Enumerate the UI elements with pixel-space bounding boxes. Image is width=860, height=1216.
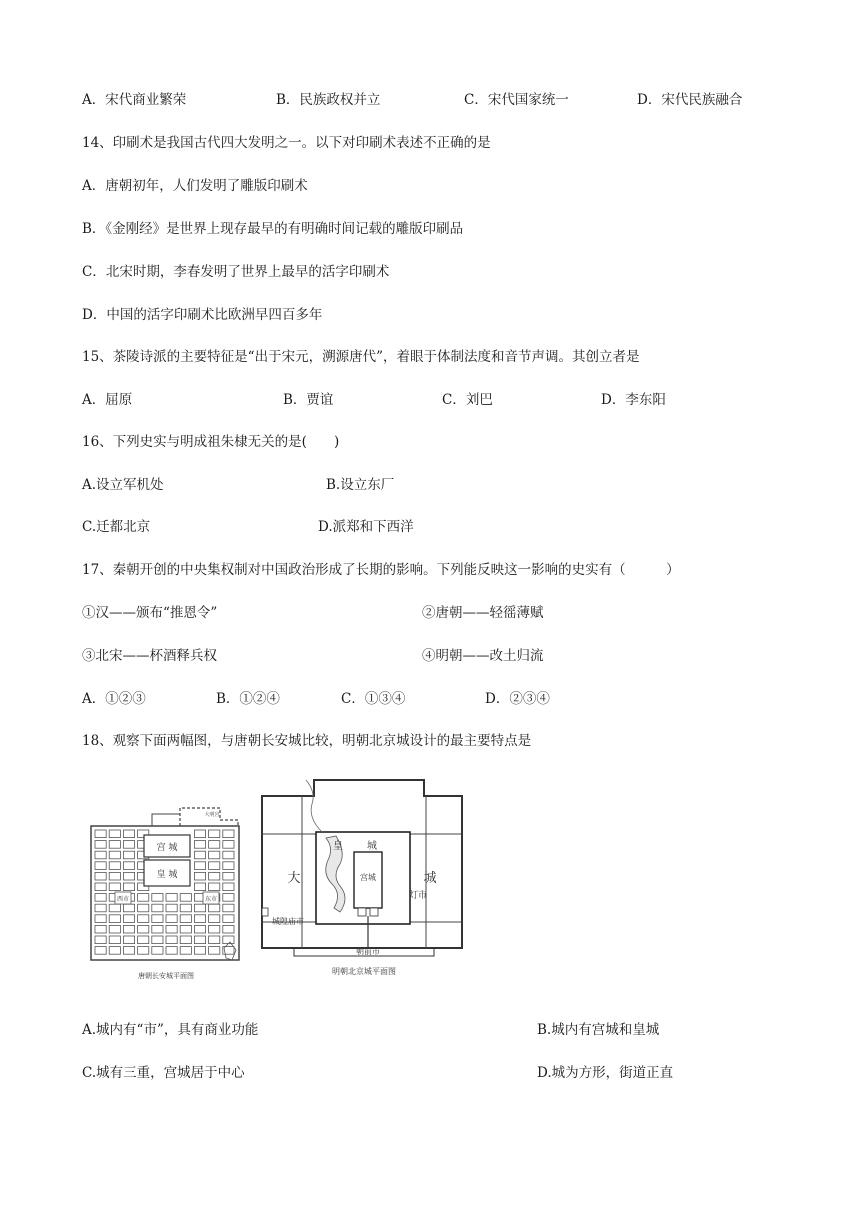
q18-option-b: B.城内有宫城和皇城 [537, 1022, 660, 1038]
changan-ward-block [152, 904, 163, 912]
changan-ward-block [109, 947, 120, 955]
changan-ward-block [194, 936, 205, 944]
changan-ward-block [166, 904, 177, 912]
q16-option-a: A.设立军机处 [82, 477, 164, 493]
changan-ward-block [209, 936, 220, 944]
q15-option-b: B．贾谊 [283, 392, 334, 408]
changan-ward-block [138, 936, 149, 944]
changan-label-west-market: 西市 [116, 896, 130, 903]
changan-ward-block [209, 883, 220, 891]
changan-ward-block [152, 915, 163, 923]
changan-ward-block [95, 894, 106, 902]
changan-ward-block [223, 830, 234, 838]
q15-option-a: A．屈原 [82, 392, 133, 408]
changan-ward-block [123, 915, 134, 923]
changan-city-map [88, 798, 248, 982]
beijing-label-chaoqian: 朝前市 [356, 947, 380, 956]
changan-ward-block [223, 925, 234, 933]
q14-option-c: C．北宋时期，李春发明了世界上最早的活字印刷术 [82, 264, 390, 280]
changan-ward-block [152, 936, 163, 944]
changan-ward-block [223, 851, 234, 859]
q18-option-c: C.城有三重，宫城居于中心 [82, 1065, 245, 1081]
q17-option-c: C．①③④ [341, 691, 406, 707]
changan-ward-block [95, 851, 106, 859]
changan-label-imperial: 皇 城 [156, 870, 178, 880]
changan-ward-block [194, 841, 205, 849]
changan-ward-block [123, 841, 134, 849]
changan-ward-block [194, 947, 205, 955]
changan-ward-block [223, 936, 234, 944]
beijing-label-chenghuang: 城隍庙市 [272, 917, 304, 926]
q17-option-b: B．①②④ [216, 691, 280, 707]
q17-item-2: ②唐朝——轻徭薄赋 [422, 605, 544, 621]
changan-ward-block [166, 894, 177, 902]
changan-ward-block [95, 872, 106, 880]
changan-ward-block [223, 872, 234, 880]
q13-option-a: A．宋代商业繁荣 [82, 92, 187, 108]
changan-ward-block [109, 872, 120, 880]
changan-ward-block [109, 851, 120, 859]
q17-option-d: D．②③④ [485, 691, 550, 707]
changan-ward-block [109, 830, 120, 838]
changan-ward-block [109, 862, 120, 870]
changan-ward-block [166, 936, 177, 944]
q17-item-3: ③北宋——杯酒释兵权 [82, 648, 217, 664]
beijing-caption: 明朝北京城平面图 [332, 967, 396, 976]
changan-ward-block [223, 904, 234, 912]
changan-ward-block [180, 936, 191, 944]
q13-option-d: D．宋代民族融合 [637, 92, 743, 108]
q17-item-1: ①汉——颁布“推恩令” [82, 605, 218, 621]
changan-ward-block [95, 841, 106, 849]
changan-ward-block [123, 947, 134, 955]
changan-label-palace: 宫 城 [156, 843, 178, 853]
q14-stem: 14、印刷术是我国古代四大发明之一。以下对印刷术表述不正确的是 [82, 135, 491, 151]
changan-ward-block [209, 841, 220, 849]
changan-ward-block [194, 872, 205, 880]
changan-ward-block [209, 904, 220, 912]
changan-ward-block [166, 947, 177, 955]
q16-option-c: C.迁都北京 [82, 519, 151, 535]
changan-ward-block [194, 883, 205, 891]
changan-ward-block [95, 925, 106, 933]
changan-ward-block [223, 841, 234, 849]
changan-ward-block [194, 862, 205, 870]
changan-ward-block [180, 947, 191, 955]
q16-stem: 16、下列史实与明成祖朱棣无关的是( ) [82, 434, 340, 450]
changan-ward-block [166, 915, 177, 923]
changan-ward-block [180, 915, 191, 923]
changan-ward-block [138, 915, 149, 923]
changan-ward-block [109, 904, 120, 912]
changan-ward-block [166, 925, 177, 933]
q15-option-d: D．李东阳 [601, 392, 666, 408]
q16-option-d: D.派郑和下西洋 [318, 519, 414, 535]
beijing-label-cheng-1: 城 [367, 841, 377, 852]
changan-ward-block [95, 915, 106, 923]
changan-ward-block [209, 851, 220, 859]
changan-ward-block [194, 925, 205, 933]
changan-caption: 唐朝长安城平面图 [138, 972, 194, 980]
changan-ward-block [109, 925, 120, 933]
q17-option-a: A．①②③ [82, 691, 146, 707]
q15-option-c: C．刘巴 [442, 392, 493, 408]
q18-option-d: D.城为方形，街道正直 [537, 1065, 674, 1081]
q18-stem: 18、观察下面两幅图，与唐朝长安城比较，明朝北京城设计的最主要特点是 [82, 733, 532, 749]
changan-ward-block [123, 904, 134, 912]
changan-label-east-market: 东市 [204, 896, 218, 903]
changan-ward-block [152, 894, 163, 902]
q18-option-a: A.城内有“市”，具有商业功能 [82, 1022, 259, 1038]
beijing-label-palace: 宫城 [360, 873, 376, 882]
changan-ward-block [209, 872, 220, 880]
changan-ward-block [138, 904, 149, 912]
changan-ward-block [209, 830, 220, 838]
changan-ward-block [209, 862, 220, 870]
changan-ward-block [138, 894, 149, 902]
changan-ward-block [223, 915, 234, 923]
changan-ward-block [123, 872, 134, 880]
beijing-label-da: 大 [287, 871, 301, 886]
changan-ward-block [123, 851, 134, 859]
changan-ward-block [209, 925, 220, 933]
q14-option-d: D．中国的活字印刷术比欧洲早四百多年 [82, 307, 323, 323]
changan-ward-block [109, 841, 120, 849]
beijing-label-cheng-2: 城 [423, 871, 437, 886]
q13-option-c: C．宋代国家统一 [464, 92, 569, 108]
changan-ward-block [223, 862, 234, 870]
changan-ward-block [95, 830, 106, 838]
changan-ward-block [123, 862, 134, 870]
changan-ward-block [123, 830, 134, 838]
q17-item-4: ④明朝——改土归流 [422, 648, 544, 664]
changan-ward-block [194, 904, 205, 912]
changan-ward-block [95, 936, 106, 944]
changan-label-daming: 大明宫 [204, 812, 220, 818]
changan-ward-block [109, 883, 120, 891]
q15-stem: 15、茶陵诗派的主要特征是“出于宋元，溯源唐代”，着眼于体制法度和音节声调。其创立者是 [82, 349, 640, 365]
changan-ward-block [194, 915, 205, 923]
changan-ward-block [194, 830, 205, 838]
changan-ward-block [95, 904, 106, 912]
changan-ward-block [95, 862, 106, 870]
beijing-label-huang: 皇 [333, 841, 343, 852]
changan-ward-block [209, 947, 220, 955]
q14-option-b: B．《金刚经》是世界上现存最早的有明确时间记载的雕版印刷品 [82, 221, 464, 237]
beijing-label-dengshi: 灯市 [408, 891, 428, 901]
q17-stem: 17、秦朝开创的中央集权制对中国政治形成了长期的影响。下列能反映这一影响的史实有（ ） [82, 562, 680, 578]
changan-ward-block [152, 925, 163, 933]
changan-ward-block [194, 851, 205, 859]
changan-ward-block [95, 947, 106, 955]
beijing-city-map [254, 772, 470, 978]
changan-ward-block [123, 925, 134, 933]
q13-option-b: B．民族政权并立 [276, 92, 381, 108]
changan-ward-block [109, 936, 120, 944]
changan-ward-block [180, 894, 191, 902]
changan-ward-block [209, 915, 220, 923]
q16-option-b: B.设立东厂 [326, 477, 395, 493]
changan-ward-block [138, 925, 149, 933]
changan-ward-block [180, 904, 191, 912]
changan-ward-block [152, 947, 163, 955]
changan-ward-block [180, 925, 191, 933]
changan-ward-block [95, 883, 106, 891]
changan-ward-block [123, 883, 134, 891]
changan-ward-block [109, 915, 120, 923]
changan-ward-block [138, 947, 149, 955]
changan-ward-block [123, 936, 134, 944]
q14-option-a: A．唐朝初年，人们发明了雕版印刷术 [82, 178, 308, 194]
changan-ward-block [223, 894, 234, 902]
changan-ward-block [223, 883, 234, 891]
